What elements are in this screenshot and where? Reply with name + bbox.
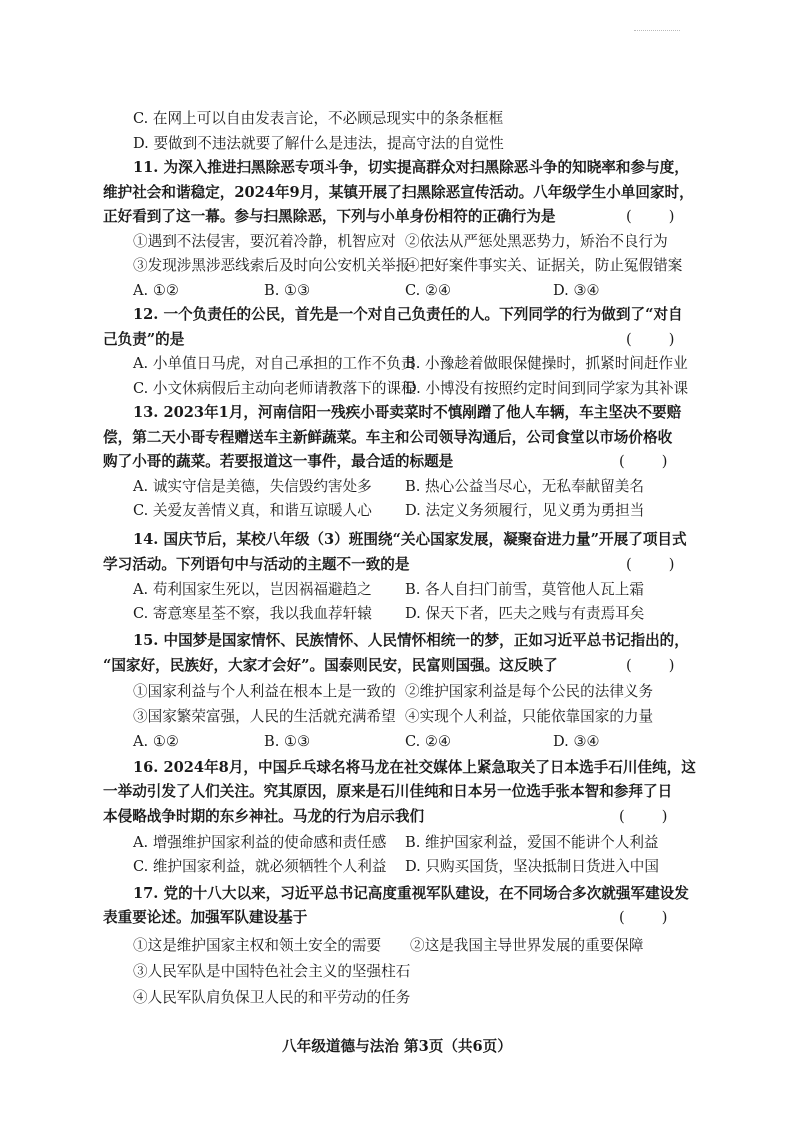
q15-statement-4: ④实现个人利益，只能依靠国家的力量 [405, 708, 654, 725]
q11-option-d[interactable]: D. ③④ [553, 282, 600, 299]
q11-statement-2: ②依法从严惩处黑恶势力，矫治不良行为 [405, 233, 668, 250]
q11-answer-bracket[interactable]: ( ) [626, 208, 675, 225]
q17-statement-4: ④人民军队肩负保卫人民的和平劳动的任务 [133, 989, 411, 1006]
q11-stem-line-1: 11. 为深入推进扫黑除恶专项斗争，切实提高群众对扫黑除恶斗争的知晓率和参与度， [133, 159, 689, 176]
q16-answer-bracket[interactable]: ( ) [619, 808, 668, 825]
q16-stem-line-2: 一举动引发了人们关注。究其原因，原来是石川佳纯和日本另一位选手张本智和参拜了日 [103, 783, 673, 800]
q11-options-row [133, 281, 693, 301]
q11-option-c[interactable]: C. ②④ [405, 282, 452, 299]
q13-option-b[interactable]: B. 热心公益当尽心，无私奉献留美名 [405, 478, 644, 495]
q14-stem-line-1: 14. 国庆节后，某校八年级（3）班围绕“关心国家发展，凝聚奋进力量”开展了项目式 [133, 531, 687, 548]
q16-option-c[interactable]: C. 维护国家利益，就必须牺牲个人利益 [133, 858, 387, 875]
q14-option-a[interactable]: A. 苟利国家生死以，岂因祸福避趋之 [133, 581, 372, 598]
q15-option-b[interactable]: B. ①③ [264, 733, 311, 750]
q12-stem-line-1: 12. 一个负责任的公民，首先是一个对自己负责任的人。下列同学的行为做到了“对自 [133, 306, 683, 323]
q13-option-d[interactable]: D. 法定义务须履行，见义勇为勇担当 [405, 502, 645, 519]
q16-option-b[interactable]: B. 维护国家利益，爱国不能讲个人利益 [405, 834, 659, 851]
q14-answer-bracket[interactable]: ( ) [626, 556, 675, 573]
q15-statement-3: ③国家繁荣富强，人民的生活就充满希望 [133, 708, 396, 725]
q12-stem-line-2: 己负责”的是 [103, 331, 185, 348]
q12-option-b[interactable]: B. 小豫趁着做眼保健操时，抓紧时间赶作业 [405, 355, 688, 372]
q11-option-b[interactable]: B. ①③ [264, 282, 311, 299]
q16-stem-line-3: 本侵略战争时期的东乡神社。马龙的行为启示我们 [103, 808, 425, 825]
page-footer: 八年级道德与法治 第3页（共6页） [282, 1038, 512, 1055]
q17-statement-1: ①这是维护国家主权和领土安全的需要 [133, 937, 382, 954]
q12-option-d[interactable]: D. 小博没有按照约定时间到同学家为其补课 [405, 380, 689, 397]
q13-option-a[interactable]: A. 诚实守信是美德，失信毁约害处多 [133, 478, 372, 495]
scan-corner-mark [634, 30, 680, 34]
q15-option-d[interactable]: D. ③④ [553, 733, 600, 750]
q10-option-c: C. 在网上可以自由发表言论，不必顾忌现实中的条条框框 [133, 110, 504, 127]
q11-stem-line-2: 维护社会和谐稳定，2024年9月，某镇开展了扫黑除恶宣传活动。八年级学生小单回家时， [103, 184, 694, 201]
q10-option-d: D. 要做到不违法就要了解什么是违法，提高守法的自觉性 [133, 135, 504, 152]
q17-answer-bracket[interactable]: ( ) [619, 909, 668, 926]
q16-option-a[interactable]: A. 增强维护国家利益的使命感和责任感 [133, 834, 387, 851]
q12-option-a[interactable]: A. 小单值日马虎，对自己承担的工作不负责 [133, 355, 416, 372]
q14-stem-line-2: 学习活动。下列语句中与活动的主题不一致的是 [103, 556, 410, 573]
q15-option-c[interactable]: C. ②④ [405, 733, 452, 750]
q17-statement-2: ②这是我国主导世界发展的重要保障 [410, 937, 644, 954]
q15-options-row [133, 732, 693, 752]
q15-stem-line-2: “国家好，民族好，大家才会好”。国泰则民安，民富则国强。这反映了 [103, 657, 558, 674]
q13-option-c[interactable]: C. 关爱友善情义真，和谐互谅暖人心 [133, 502, 372, 519]
q11-statement-1: ①遇到不法侵害，要沉着冷静，机智应对 [133, 233, 396, 250]
q12-answer-bracket[interactable]: ( ) [626, 331, 675, 348]
q15-answer-bracket[interactable]: ( ) [626, 657, 675, 674]
q15-statement-2: ②维护国家利益是每个公民的法律义务 [405, 683, 654, 700]
q11-statement-4: ④把好案件事实关、证据关，防止冤假错案 [405, 257, 683, 274]
q16-stem-line-1: 16. 2024年8月，中国乒乓球名将马龙在社交媒体上紧急取关了日本选手石川佳纯，这 [133, 759, 696, 776]
q15-stem-line-1: 15. 中国梦是国家情怀、民族情怀、人民情怀相统一的梦，正如习近平总书记指出的， [133, 632, 689, 649]
q11-stem-line-3: 正好看到了这一幕。参与扫黑除恶，下列与小单身份相符的正确行为是 [103, 208, 556, 225]
q13-stem-line-1: 13. 2023年1月，河南信阳一残疾小哥卖菜时不慎剐蹭了他人车辆，车主坚决不要赔 [133, 404, 682, 421]
q13-answer-bracket[interactable]: ( ) [619, 453, 668, 470]
q13-stem-line-3: 购了小哥的蔬菜。若要报道这一事件，最合适的标题是 [103, 453, 454, 470]
q14-option-c[interactable]: C. 寄意寒星荃不察，我以我血荐轩辕 [133, 605, 372, 622]
q17-statement-3: ③人民军队是中国特色社会主义的坚强柱石 [133, 963, 411, 980]
q11-statement-3: ③发现涉黑涉恶线索后及时向公安机关举报 [133, 257, 411, 274]
q17-stem-line-1: 17. 党的十八大以来，习近平总书记高度重视军队建设，在不同场合多次就强军建设发 [133, 885, 689, 902]
q14-option-b[interactable]: B. 各人自扫门前雪，莫管他人瓦上霜 [405, 581, 644, 598]
q13-stem-line-2: 偿，第二天小哥专程赠送车主新鲜蔬菜。车主和公司领导沟通后，公司食堂以市场价格收 [103, 429, 673, 446]
q11-option-a[interactable]: A. ①② [133, 282, 179, 299]
q16-option-d[interactable]: D. 只购买国货，坚决抵制日货进入中国 [405, 858, 659, 875]
q15-statement-1: ①国家利益与个人利益在根本上是一致的 [133, 683, 396, 700]
q14-option-d[interactable]: D. 保天下者，匹夫之贱与有责焉耳矣 [405, 605, 645, 622]
q15-option-a[interactable]: A. ①② [133, 733, 179, 750]
q17-stem-line-2: 表重要论述。加强军队建设基于 [103, 909, 308, 926]
q12-option-c[interactable]: C. 小文休病假后主动向老师请教落下的课程 [133, 380, 416, 397]
